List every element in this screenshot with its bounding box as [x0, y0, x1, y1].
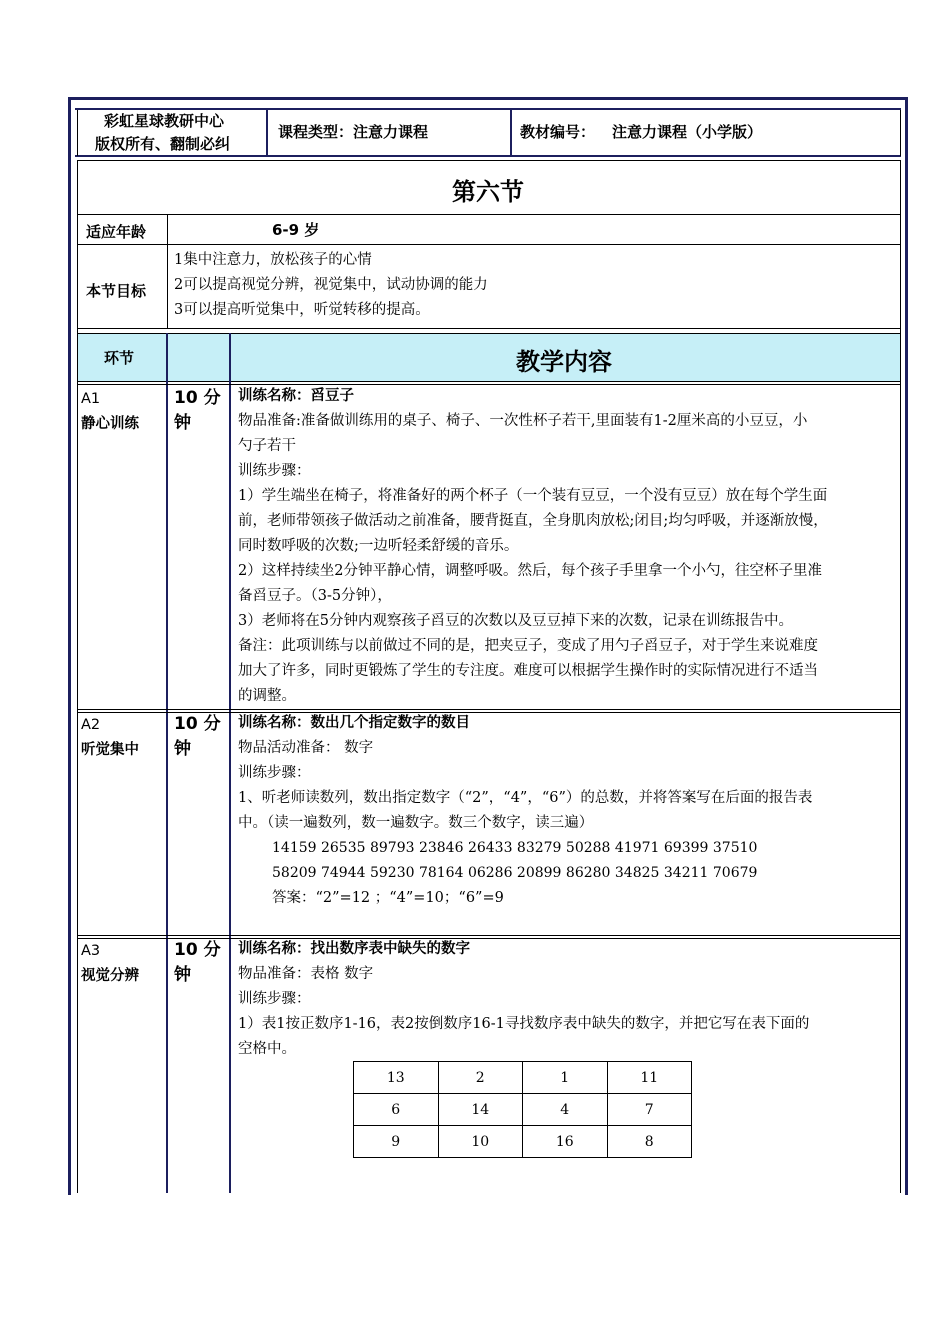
content-line: 1、听老师读数列，数出指定数字（“2”，“4”，“6”）的总数，并将答案写在后面的报告表 — [238, 790, 813, 806]
row-a3-content — [238, 937, 809, 1062]
content-line: 加大了许多，同时更锻炼了学生的专注度。难度可以根据学生操作时的实际情况进行不适当 — [238, 663, 818, 679]
grid-cell: 1 — [523, 1062, 608, 1094]
grid-cell: 14 — [438, 1094, 523, 1126]
stage-code: A3 — [81, 943, 101, 959]
material-value: 注意力课程（小学版） — [612, 123, 763, 141]
row-a2-stage — [81, 713, 139, 763]
duration-unit: 钟 — [174, 739, 191, 759]
content-line: 训练步骤： — [238, 765, 311, 781]
grid-cell: 7 — [607, 1094, 692, 1126]
goal-line: 1集中注意力，放松孩子的心情 — [174, 252, 372, 268]
content-line: 前，老师带领孩子做活动之前准备，腰背挺直，全身肌肉放松;闭目;均匀呼吸，并逐渐放慢， — [238, 513, 828, 529]
stage-name: 听觉集中 — [81, 742, 139, 758]
number-sequence: 14159 26535 89793 23846 26433 83279 50288 41971 69399 37510 — [272, 840, 758, 856]
section-title: 第六节 — [452, 178, 524, 206]
header-bottom-rule — [75, 155, 901, 157]
duration-value: 10 分 — [174, 714, 221, 734]
grid-row — [354, 1062, 692, 1094]
content-line: 1）表1按正数序1-16，表2按倒数序16-1寻找数序表中缺失的数字，并把它写在表下面的 — [238, 1016, 810, 1032]
answer-line: 答案：“2”=12 ；“4”=10；“6”=9 — [272, 890, 504, 906]
column-rule — [166, 333, 168, 1193]
content-line: 中。（读一遍数列，数一遍数字。数三个数字，读三遍） — [238, 815, 594, 831]
row-a1-content — [238, 384, 828, 709]
grid-cell: 9 — [354, 1126, 439, 1158]
content-line: 备注：此项训练与以前做过不同的是，把夹豆子，变成了用勺子舀豆子，对于学生来说难度 — [238, 638, 818, 654]
row-a1-duration — [174, 386, 221, 436]
grid-cell: 8 — [607, 1126, 692, 1158]
content-line: 空格中。 — [238, 1041, 296, 1057]
copyright-notice: 版权所有、翻制必纠 — [95, 135, 231, 153]
content-line: 物品准备:准备做训练用的桌子、椅子、一次性杯子若干,里面装有1-2厘米高的小豆豆，小 — [238, 413, 808, 429]
content-line: 物品准备：表格 数字 — [238, 966, 374, 982]
number-sequence: 58209 74944 59230 78164 06286 20899 86280 34825 34211 70679 — [272, 865, 758, 881]
age-value: 6-9 岁 — [272, 221, 320, 239]
training-name: 训练名称：数出几个指定数字的数目 — [238, 715, 470, 731]
content-line: 备舀豆子。（3-5分钟）， — [238, 588, 392, 604]
course-type: 课程类型：注意力课程 — [278, 123, 429, 141]
content-line: 3）老师将在5分钟内观察孩子舀豆的次数以及豆豆掉下来的次数，记录在训练报告中。 — [238, 613, 793, 629]
org-name: 彩虹星球教研中心 — [104, 112, 225, 130]
stage-code: A2 — [81, 717, 101, 733]
grid-row — [354, 1094, 692, 1126]
inner-right-border — [900, 160, 901, 1193]
goal-line: 2可以提高视觉分辨，视觉集中，试动协调的能力 — [174, 277, 488, 293]
row-a1-stage — [81, 387, 139, 437]
col-stage-header: 环节 — [104, 349, 135, 367]
column-rule — [229, 333, 231, 1193]
grid-cell: 13 — [354, 1062, 439, 1094]
content-line: 勺子若干 — [238, 438, 296, 454]
content-line: 物品活动准备： 数字 — [238, 740, 374, 756]
row-a2-duration — [174, 712, 221, 762]
content-line: 训练步骤： — [238, 463, 311, 479]
col-content-header: 教学内容 — [516, 348, 612, 376]
stage-name: 静心训练 — [81, 416, 139, 432]
stage-code: A1 — [81, 391, 101, 407]
grid-cell: 4 — [523, 1094, 608, 1126]
material-label: 教材编号： — [520, 123, 596, 141]
row-a3-stage — [81, 939, 139, 989]
grid-cell: 6 — [354, 1094, 439, 1126]
content-line: 1）学生端坐在椅子，将准备好的两个杯子（一个装有豆豆，一个没有豆豆）放在每个学生面 — [238, 488, 828, 504]
grid-cell: 2 — [438, 1062, 523, 1094]
goals-label: 本节目标 — [86, 282, 147, 300]
header-divider — [510, 110, 512, 156]
age-label: 适应年龄 — [86, 223, 147, 241]
row-a2-content — [238, 711, 812, 911]
inner-left-border — [77, 160, 78, 1193]
training-name: 训练名称：找出数序表中缺失的数字 — [238, 941, 470, 957]
grid-cell: 11 — [607, 1062, 692, 1094]
header-divider — [266, 110, 268, 156]
duration-value: 10 分 — [174, 940, 221, 960]
grid-cell: 16 — [523, 1126, 608, 1158]
content-line: 2）这样持续坐2分钟平静心情，调整呼吸。然后，每个孩子手里拿一个小勺，往空杯子里准 — [238, 563, 822, 579]
row-a3-duration — [174, 938, 221, 988]
content-line: 训练步骤： — [238, 991, 311, 1007]
training-name: 训练名称：舀豆子 — [238, 388, 354, 404]
duration-unit: 钟 — [174, 413, 191, 433]
duration-unit: 钟 — [174, 965, 191, 985]
content-header-band — [78, 333, 900, 381]
content-line: 的调整。 — [238, 688, 296, 704]
grid-row — [354, 1126, 692, 1158]
stage-name: 视觉分辨 — [81, 968, 139, 984]
goal-line: 3可以提高听觉集中，听觉转移的提高。 — [174, 302, 430, 318]
duration-value: 10 分 — [174, 388, 221, 408]
number-grid — [353, 1061, 692, 1158]
grid-cell: 10 — [438, 1126, 523, 1158]
content-line: 同时数呼吸的次数;一边听轻柔舒缓的音乐。 — [238, 538, 519, 554]
